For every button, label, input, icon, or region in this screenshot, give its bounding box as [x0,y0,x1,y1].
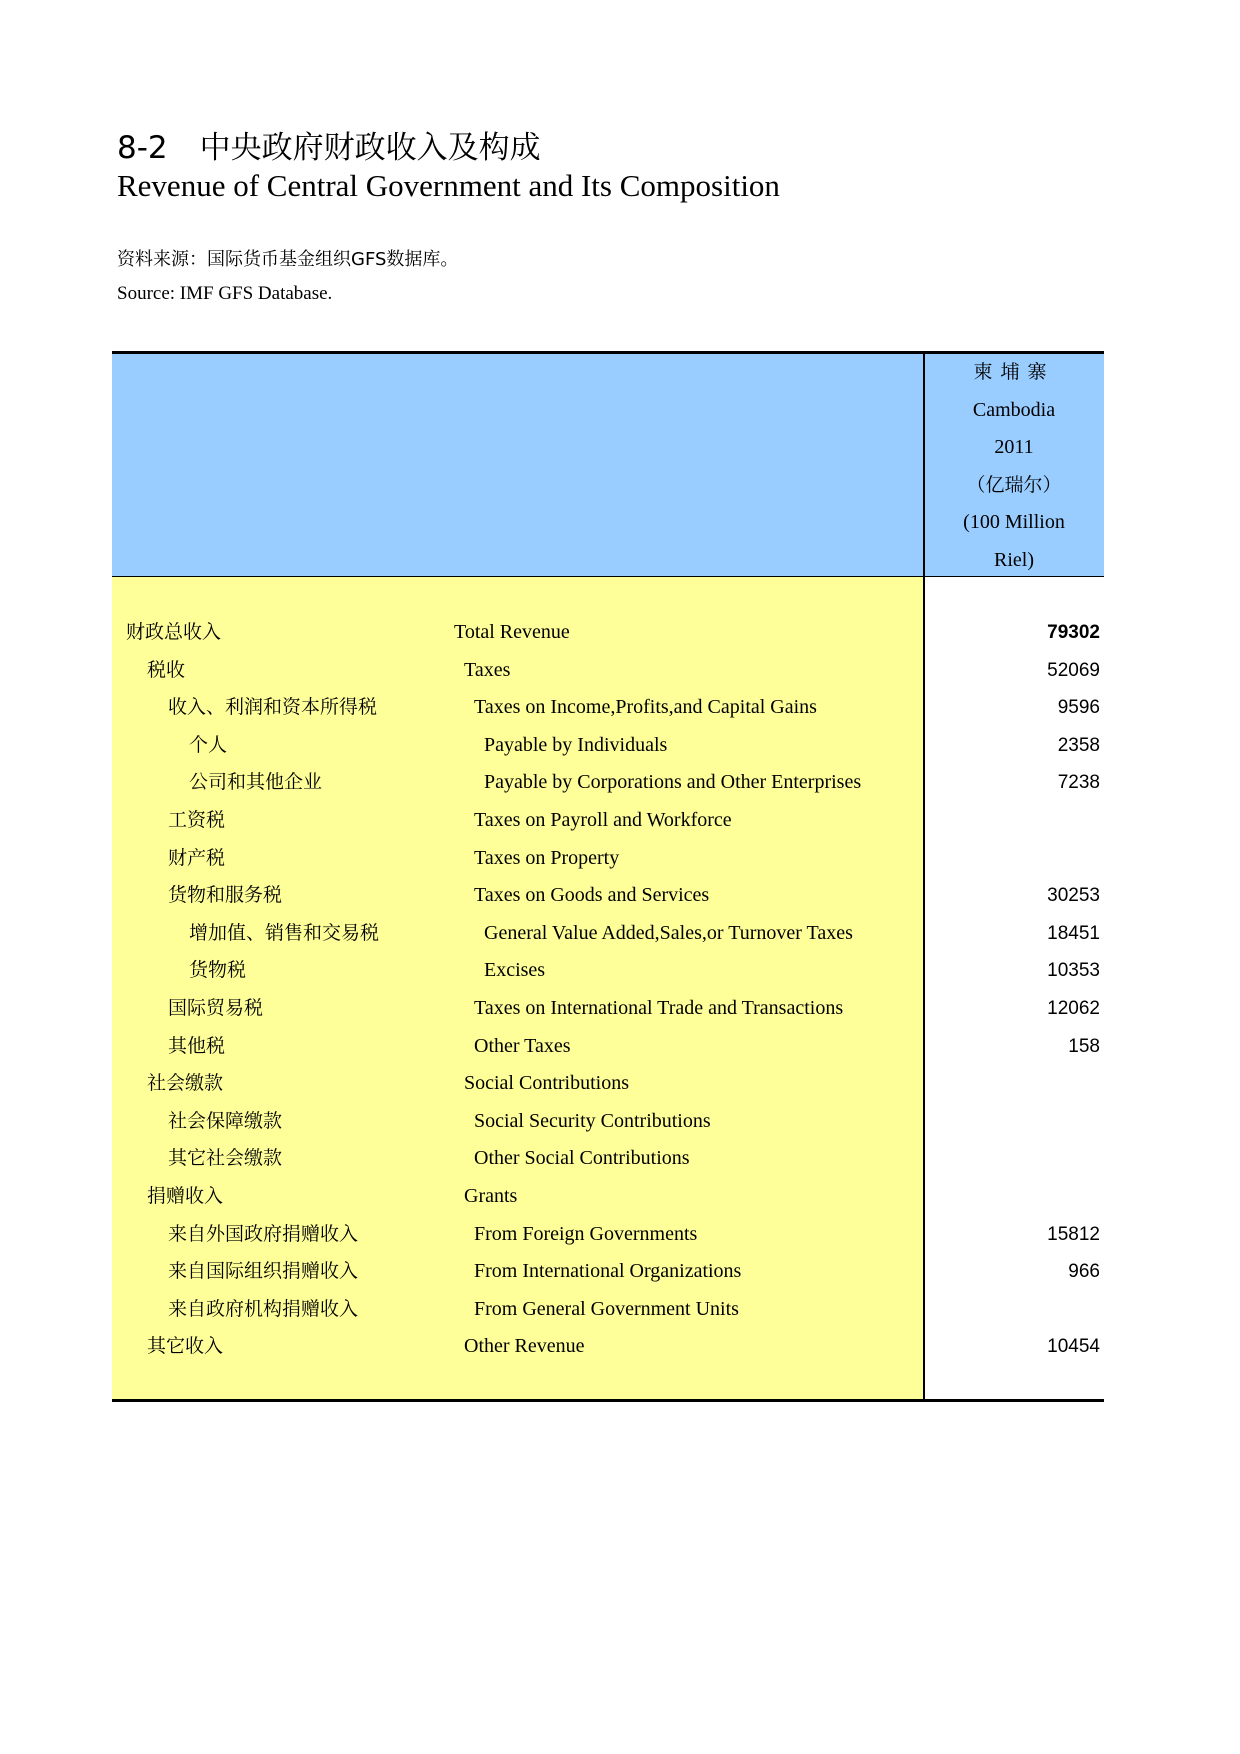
table-row [112,1328,1104,1366]
row-value: 7238 [1057,772,1100,794]
row-label-en: General Value Added,Sales,or Turnover Taxes [484,921,853,944]
table-row [112,1216,1104,1254]
column-country-en: Cambodia [972,398,1056,421]
column-country-cn: 柬埔寨 [973,361,1055,383]
row-value: 2358 [1057,734,1100,756]
row-label-en: Grants [464,1184,518,1207]
table-number: 8-2 [117,130,168,166]
row-label-cn: 捐赠收入 [147,1184,224,1207]
row-label-en: Payable by Individuals [484,733,668,756]
revenue-table [112,351,1104,1402]
row-label-cn: 其它社会缴款 [168,1147,283,1170]
row-label-en: Taxes on Property [474,846,620,869]
table-row [112,689,1104,727]
row-label-cn: 来自国际组织捐赠收入 [168,1260,359,1283]
row-value: 158 [1068,1035,1100,1057]
row-label-cn: 个人 [189,733,228,756]
row-label-cn: 社会保障缴款 [168,1109,283,1132]
row-value: 52069 [1047,659,1100,681]
row-value: 30253 [1047,885,1100,907]
column-year: 2011 [994,436,1034,458]
row-label-en: Taxes on Goods and Services [474,884,710,907]
table-row [112,614,1104,652]
row-label-en: Taxes [464,658,511,681]
row-value: 15812 [1047,1223,1100,1245]
row-label-cn: 增加值、销售和交易税 [189,921,380,944]
row-value: 18451 [1047,922,1100,944]
source-note-en: Source: IMF GFS Database. [117,283,333,304]
row-label-en: From International Organizations [474,1260,742,1283]
row-label-en: Social Security Contributions [474,1109,711,1132]
row-label-en: Taxes on Payroll and Workforce [474,808,732,831]
row-label-cn: 货物和服务税 [168,884,283,907]
row-label-en: From General Government Units [474,1297,739,1320]
row-label-cn: 来自政府机构捐赠收入 [168,1297,359,1320]
row-value: 10353 [1047,960,1100,982]
row-label-cn: 财政总收入 [126,621,222,643]
row-value: 12062 [1047,997,1100,1019]
table-row [112,764,1104,802]
row-label-cn: 公司和其他企业 [189,771,323,794]
column-unit-en-line2: Riel) [994,548,1034,571]
column-unit-en-line1: (100 Million [963,511,1065,533]
row-label-cn: 来自外国政府捐赠收入 [168,1222,359,1245]
row-label-en: Taxes on Income,Profits,and Capital Gains [474,696,817,719]
column-unit-cn: （亿瑞尔） [966,473,1062,496]
row-label-cn: 其它收入 [147,1335,224,1358]
page-title-en: Revenue of Central Government and Its Composition [117,168,780,203]
row-label-en: Other Taxes [474,1034,571,1057]
row-label-en: Excises [484,959,546,982]
row-value: 79302 [1047,622,1100,643]
row-label-cn: 其他税 [168,1034,226,1057]
row-label-en: Other Social Contributions [474,1147,690,1170]
row-label-cn: 国际贸易税 [168,996,264,1019]
row-value: 966 [1068,1261,1100,1283]
row-value: 10454 [1047,1336,1100,1358]
table-rows [112,614,1104,1366]
page-title-cn [117,122,541,167]
row-label-cn: 工资税 [168,808,226,831]
table-row [112,727,1104,765]
table-row [112,952,1104,990]
table-row [112,990,1104,1028]
row-label-en: From Foreign Governments [474,1222,698,1245]
table-row [112,840,1104,878]
table-row [112,877,1104,915]
row-label-en: Total Revenue [454,621,570,643]
row-label-en: Payable by Corporations and Other Enterprises [484,771,862,794]
row-label-cn: 货物税 [189,959,247,982]
row-label-cn: 收入、利润和资本所得税 [168,696,378,719]
table-row [112,1291,1104,1329]
table-row [112,1253,1104,1291]
table-row [112,1065,1104,1103]
row-label-en: Social Contributions [464,1072,629,1095]
row-label-cn: 社会缴款 [147,1072,224,1095]
row-value: 9596 [1057,697,1100,719]
table-row [112,652,1104,690]
table-row [112,1178,1104,1216]
title-cn-text: 中央政府财政收入及构成 [199,130,541,166]
row-label-en: Other Revenue [464,1335,585,1358]
table-row [112,1140,1104,1178]
source-note-cn: 资料来源：国际货币基金组织GFS数据库。 [117,249,459,270]
column-header [924,354,1104,579]
table-bottom-rule [112,1399,1104,1402]
table-row [112,1103,1104,1141]
row-label-cn: 税收 [147,658,186,681]
table-row [112,802,1104,840]
table-row [112,1028,1104,1066]
table-row [112,915,1104,953]
table-header-label-cell [112,351,924,576]
row-label-cn: 财产税 [168,846,226,869]
row-label-en: Taxes on International Trade and Transactions [474,996,844,1019]
